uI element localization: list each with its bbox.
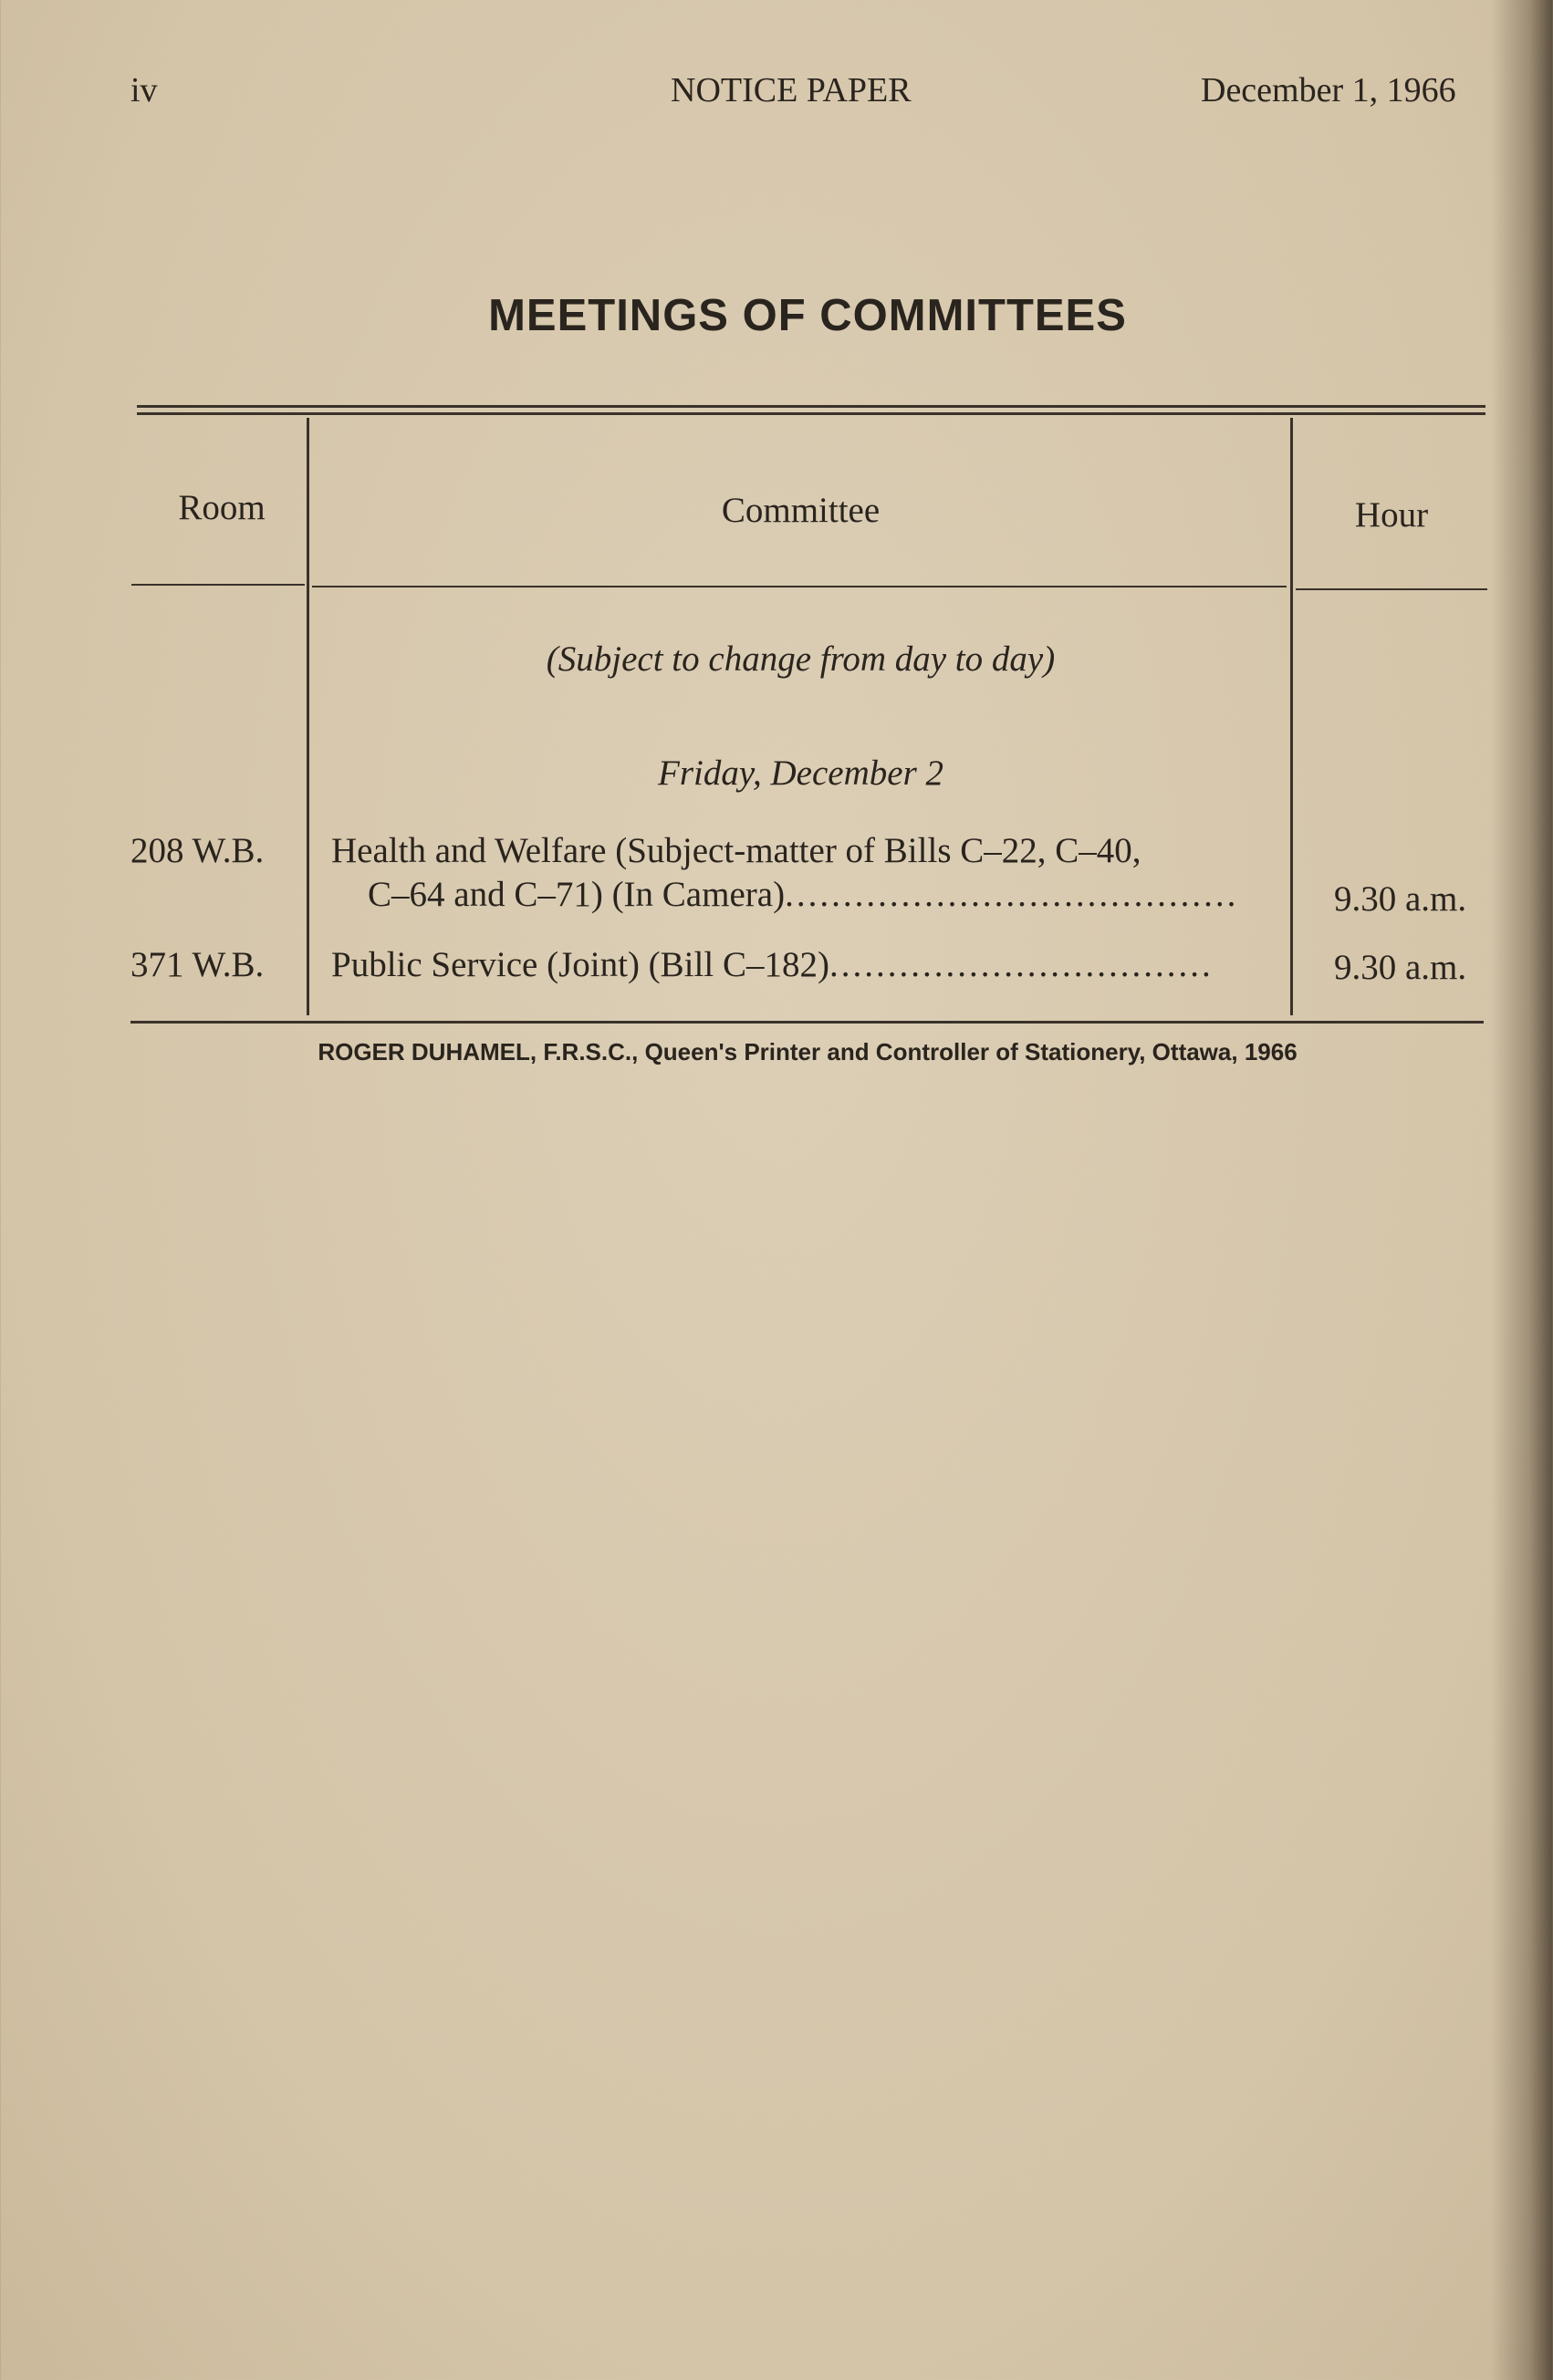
dot-leader: ................................. (829, 945, 1214, 984)
room-cell: 208 W.B. (130, 831, 265, 870)
page-number: iv (130, 71, 158, 109)
header-underline-room (131, 584, 305, 586)
running-title: NOTICE PAPER (671, 71, 912, 109)
committee-cell-line (331, 944, 1271, 985)
printer-imprint: ROGER DUHAMEL, F.R.S.C., Queen's Printer and Controller of Stationery, Ottawa, 1966 (318, 1038, 1298, 1065)
committee-cell-line: Health and Welfare (Subject-matter of Bills C–22, C–40, (331, 831, 1141, 870)
day-heading: Friday, December 2 (658, 753, 943, 793)
column-header-room: Room (178, 488, 266, 527)
header-underline-committee (312, 586, 1287, 587)
column-header-committee: Committee (721, 491, 881, 530)
committee-cell-text: Public Service (Joint) (Bill C–182) (331, 945, 829, 984)
running-date: December 1, 1966 (1201, 71, 1456, 109)
table-top-rule-2 (137, 412, 1485, 415)
table-bottom-rule (130, 1021, 1484, 1024)
committee-cell-line (368, 874, 1271, 915)
committee-cell-text: C–64 and C–71) (In Camera) (368, 875, 786, 914)
room-cell: 371 W.B. (130, 945, 265, 984)
schedule-note: (Subject to change from day to day) (546, 639, 1056, 679)
hour-cell: 9.30 a.m. (1334, 948, 1467, 987)
dot-leader: ....................................... (785, 875, 1239, 914)
page-title: MEETINGS OF COMMITTEES (488, 291, 1127, 340)
column-header-hour: Hour (1354, 495, 1429, 535)
hour-cell: 9.30 a.m. (1334, 879, 1467, 919)
header-underline-hour (1296, 588, 1487, 590)
table-top-rule-1 (137, 405, 1485, 408)
